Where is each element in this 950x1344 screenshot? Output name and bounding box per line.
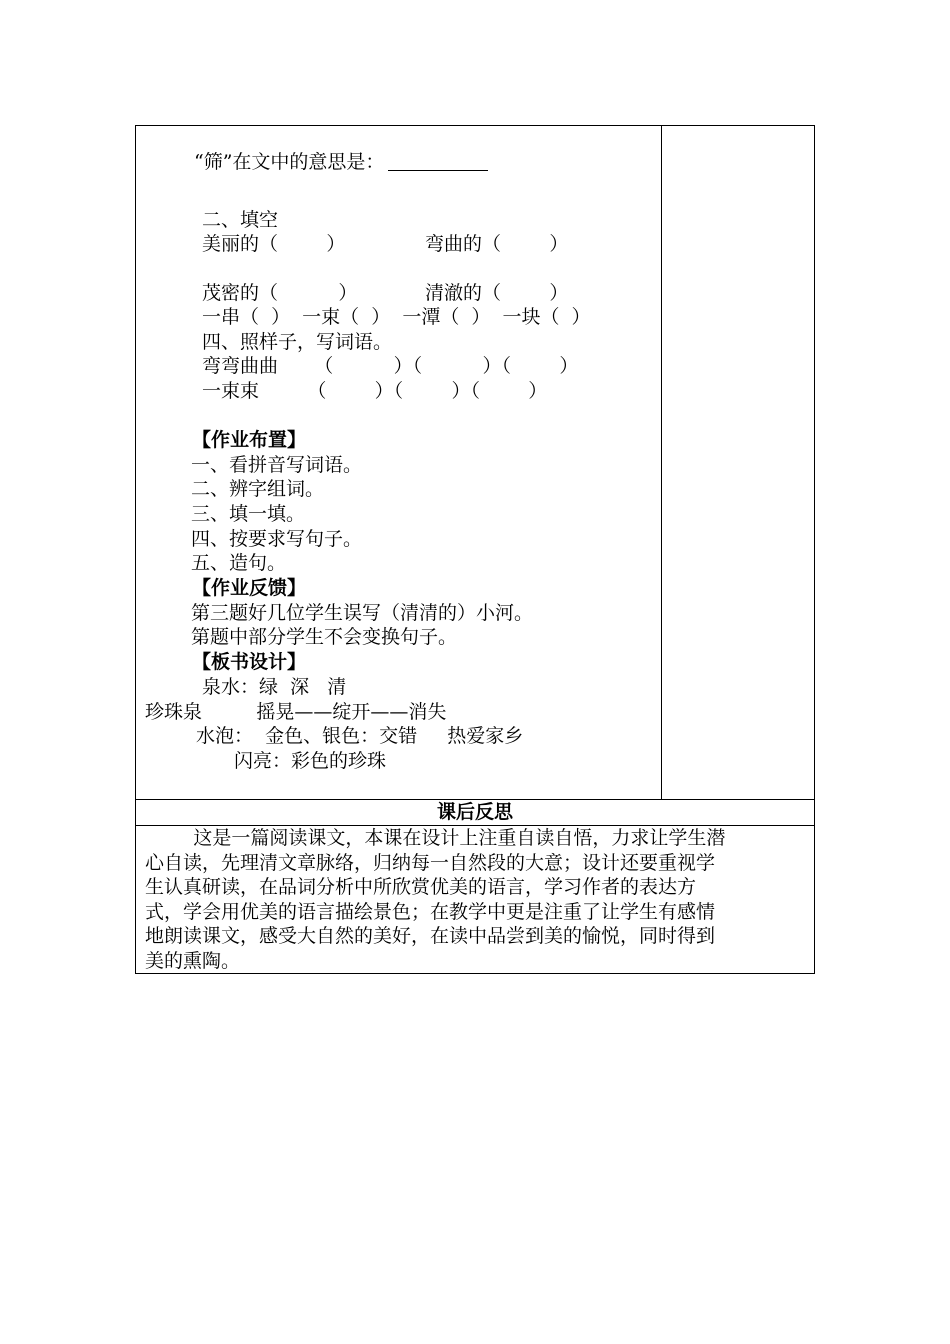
reflection-line: 式，学会用优美的语言描绘景色；在教学中更是注重了让学生有感情 [145,900,716,923]
fill-row2-a: 茂密的（ ） [202,282,358,304]
reflection-paragraph [145,826,807,974]
board-title: 【板书设计】 [192,651,307,673]
pattern-row1: 弯弯曲曲 （ ）（ ）（ ） [202,355,579,377]
reflection-line: 这是一篇阅读课文，本课在设计上注重自读自悟，力求让学生潜 [145,827,726,849]
homework-item: 二、辨字组词。 [191,478,325,500]
pattern-row2: 一束束 （ ）（ ）（ ） [202,380,548,402]
lesson-table [135,125,815,974]
board-line: 闪亮：彩色的珍珠 [234,750,387,772]
feedback-item: 第三题好几位学生误写（清清的）小河。 [191,602,534,624]
reflection-line: 美的熏陶。 [145,949,241,972]
reflection-line: 心自读，先理清文章脉络，归纳每一自然段的大意；设计还要重视学 [145,851,716,874]
feedback-title: 【作业反馈】 [192,577,307,599]
reflection-title: 课后反思 [436,801,513,823]
fill-row2-b: 清澈的（ ） [425,282,569,304]
board-line: 珍珠泉 摇晃——绽开——消失 [145,701,447,723]
homework-item: 四、按要求写句子。 [191,528,363,550]
board-line: 水泡： 金色、银色：交错 热爱家乡 [196,725,524,747]
board-line: 泉水：绿 深 清 [202,676,347,698]
pattern-title: 四、照样子，写词语。 [202,331,393,353]
feedback-item: 第题中部分学生不会变换句子。 [191,626,458,648]
column-divider [661,126,662,799]
homework-item: 五、造句。 [191,552,287,574]
answer-blank [388,152,488,171]
meaning-question: “筛”在文中的意思是： [194,150,488,174]
measure-row: 一串（ ） 一束（ ） 一潭（ ） 一块（ ） [202,306,591,328]
fill-row1-a: 美丽的（ ） [202,233,346,255]
homework-title: 【作业布置】 [192,429,307,451]
homework-item: 三、填一填。 [191,503,306,525]
fill-row1-b: 弯曲的（ ） [425,233,569,255]
fill-title: 二、填空 [202,209,279,231]
reflection-line: 地朗读课文，感受大自然的美好，在读中品尝到美的愉悦，同时得到 [145,925,716,948]
homework-item: 一、看拼音写词语。 [191,454,363,476]
reflection-line: 生认真研读，在品词分析中所欣赏优美的语言，学习作者的表达方 [145,876,697,899]
